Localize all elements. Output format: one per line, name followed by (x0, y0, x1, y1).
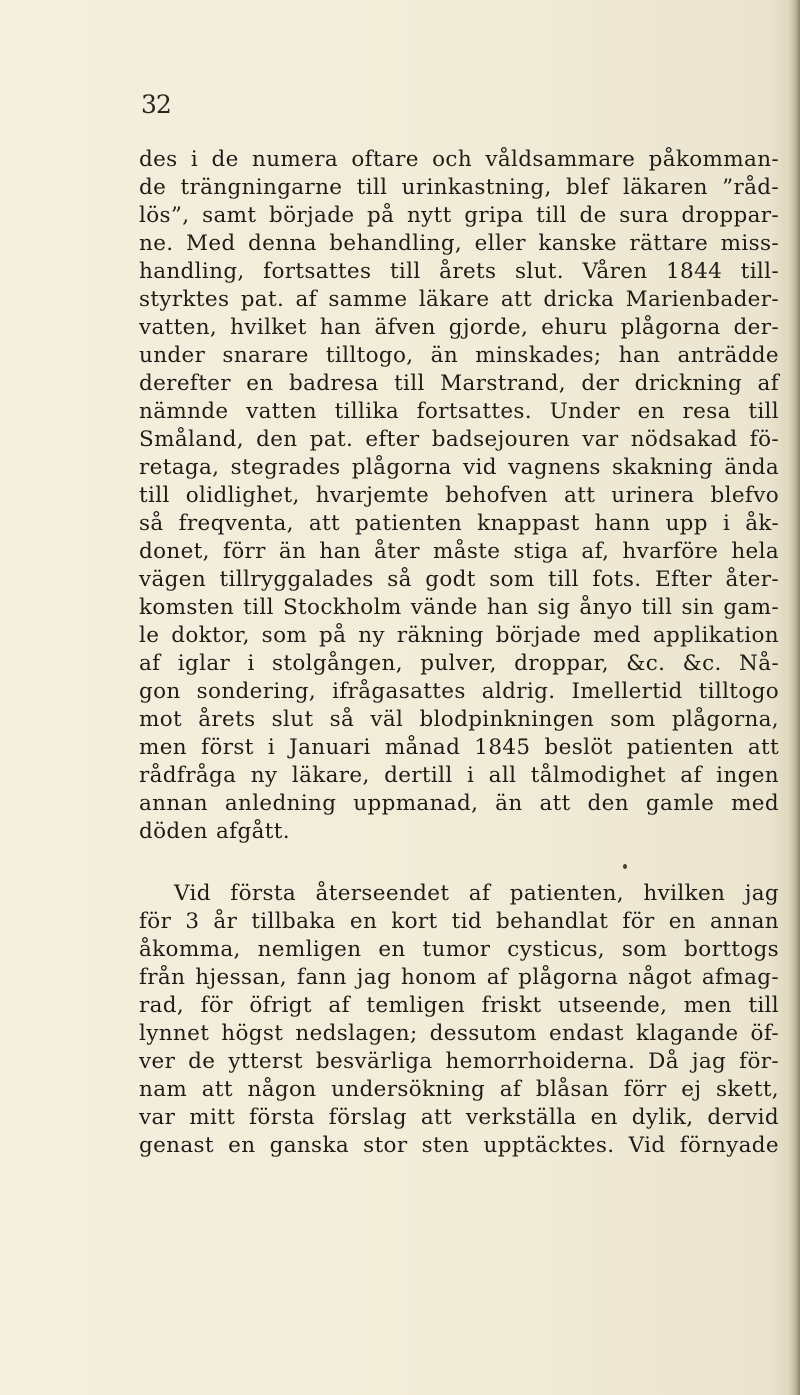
text-line: döden afgått. (139, 819, 290, 844)
text-line: ver de ytterst besvärliga hemorrhoiderna. Då jag för- (139, 1049, 779, 1074)
body-text (139, 146, 779, 1160)
page-edge-shadow (788, 0, 800, 1395)
text-line: lös”, samt började på nytt gripa till de sura droppar- (139, 203, 779, 228)
text-line: ne. Med denna behandling, eller kanske rättare miss- (139, 231, 779, 256)
text-line: retaga, stegrades plågorna vid vagnens skakning ända (139, 455, 779, 480)
paragraph-gap (139, 846, 779, 880)
text-line: lynnet högst nedslagen; dessutom endast klagande öf- (139, 1021, 779, 1046)
text-line: under snarare tilltogo, än minskades; han anträdde (139, 343, 779, 368)
text-line: nam att någon undersökning af blåsan förr ej skett, (139, 1077, 779, 1102)
text-line: åkomma, nemligen en tumor cysticus, som borttogs (139, 937, 779, 962)
text-line: var mitt första förslag att verkställa en dylik, dervid (139, 1105, 779, 1130)
text-line: af iglar i stolgången, pulver, droppar, &c. &c. Nå- (139, 651, 779, 676)
text-line: men först i Januari månad 1845 beslöt patienten att (139, 735, 779, 760)
text-line: Vid första återseendet af patienten, hvilken jag (174, 881, 779, 906)
text-line: för 3 år tillbaka en kort tid behandlat för en annan (139, 909, 779, 934)
text-line: derefter en badresa till Marstrand, der drickning af (139, 371, 779, 396)
text-line: vägen tillryggalades så godt som till fots. Efter åter- (139, 567, 779, 592)
text-line: genast en ganska stor sten upptäcktes. Vid förnyade (139, 1133, 779, 1158)
text-line: donet, förr än han åter måste stiga af, hvarföre hela (139, 539, 779, 564)
text-line: rad, för öfrigt af temligen friskt utseende, men till (139, 993, 779, 1018)
text-line: så freqventa, att patienten knappast hann upp i åk- (139, 511, 779, 536)
text-line: rådfråga ny läkare, dertill i all tålmodighet af ingen (139, 763, 779, 788)
text-line: nämnde vatten tillika fortsattes. Under en resa till (139, 399, 779, 424)
text-line: till olidlighet, hvarjemte behofven att urinera blefvo (139, 483, 779, 508)
text-line: des i de numera oftare och våldsammare påkomman- (139, 147, 779, 172)
text-line: komsten till Stockholm vände han sig ånyo till sin gam- (139, 595, 779, 620)
text-line: handling, fortsattes till årets slut. Våren 1844 till- (139, 259, 779, 284)
text-line: mot årets slut så väl blodpinkningen som plågorna, (139, 707, 779, 732)
text-line: från hjessan, fann jag honom af plågorna något afmag- (139, 965, 779, 990)
text-line: vatten, hvilket han äfven gjorde, ehuru plågorna der- (139, 315, 779, 340)
text-line: de trängningarne till urinkastning, blef läkaren ”råd- (139, 175, 779, 200)
paragraph-1 (139, 146, 779, 846)
text-line: styrktes pat. af samme läkare att dricka Marienbader- (139, 287, 779, 312)
page-number: 32 (141, 90, 171, 119)
ink-speck (623, 864, 627, 869)
text-line: le doktor, som på ny räkning började med applikation (139, 623, 779, 648)
text-line: gon sondering, ifrågasattes aldrig. Imellertid tilltogo (139, 679, 779, 704)
paragraph-2 (139, 880, 779, 1160)
text-line: annan anledning uppmanad, än att den gamle med (139, 791, 779, 816)
text-line: Småland, den pat. efter badsejouren var nödsakad fö- (139, 427, 779, 452)
